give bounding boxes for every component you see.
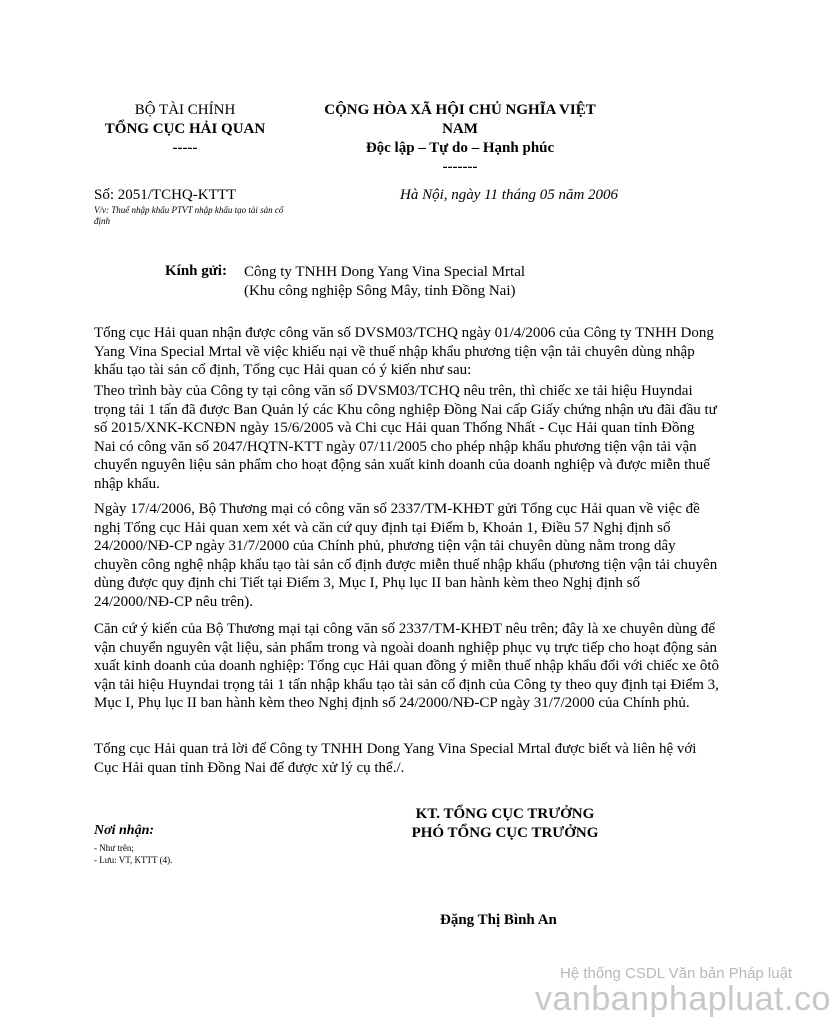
recipients-list — [94, 842, 172, 866]
header-right-separator: ------- — [442, 159, 478, 175]
recipients-label: Nơi nhận: — [94, 823, 155, 838]
recipients-item: - Lưu: VT, KTTT (4). — [94, 855, 173, 865]
recipient-label: Kính gửi: — [165, 263, 227, 279]
signature-title-1: KT. TỔNG CỤC TRƯỞNG — [415, 806, 595, 822]
header-left-separator: ----- — [172, 140, 198, 156]
motto: Độc lập – Tự do – Hạnh phúc — [365, 140, 555, 156]
national-title-line1: CỘNG HÒA XÃ HỘI CHỦ NGHĨA VIỆT — [324, 102, 596, 118]
watermark-caption: Hệ thống CSDL Văn bản Pháp luật — [560, 965, 793, 982]
body-paragraph-1: Tổng cục Hải quan nhận được công văn số DVSM03/TCHQ ngày 01/4/2006 của Công ty TNHH Dong Yang Vina Special Mrtal về việc khiếu nại về thuế nhập khẩu phương tiện vận tải chuyên dùng nhập khẩu tạo tài sản cố định, Tổng cục Hải quan có ý kiến như sau: — [94, 325, 714, 378]
recipients-item: - Như trên; — [94, 843, 134, 853]
national-motto-block — [300, 101, 620, 177]
body-paragraph-4: Căn cứ ý kiến của Bộ Thương mại tại công văn số 2337/TM-KHĐT nêu trên; đây là xe chuyên dùng để vận chuyển nguyên vật liệu, sản phẩm trong và ngoài doanh nghiệp phục vụ trực tiếp cho hoạt động sản xuất kinh doanh của doanh nghiệp: Tổng cục Hải quan đồng ý miễn thuế nhập khẩu đối với chiếc xe ôtô vận tải hiệu Huyndai trọng tải 1 tấn nhập khẩu tạo tài sản cố định của Công ty theo quy định tại Điểm 3, Mục I, Phụ lục II ban hành kèm theo Nghị định số 24/2000/NĐ-CP ngày 31/7/2000 của Chính phủ. — [94, 621, 720, 711]
watermark-site: vanbanphapluat.co — [535, 980, 831, 1018]
ministry-name: BỘ TÀI CHÍNH — [134, 102, 236, 118]
body-paragraph-2: Theo trình bày của Công ty tại công văn số DVSM03/TCHQ nêu trên, thì chiếc xe tải hiệu Huyndai trọng tải 1 tấn đã được Ban Quản lý các Khu công nghiệp Đồng Nai cấp Giấy chứng nhận ưu đãi đầu tư số 2015/XNK-KCNĐN ngày 15/6/2005 và Chi cục Hải quan Thống Nhất - Cục Hải quan tỉnh Đồng Nai có công văn số 2047/HQTN-KTT ngày 07/11/2005 cho phép nhập khẩu phương tiện vận tải vận chuyển nguyên liệu sản phẩm cho hoạt động sản xuất kinh doanh của doanh nghiệp và được miễn thuế nhập khẩu. — [94, 383, 717, 492]
issuing-agency-block — [80, 101, 290, 158]
recipient-location: (Khu công nghiệp Sông Mây, tỉnh Đồng Nai) — [244, 283, 516, 299]
recipient-name: Công ty TNHH Dong Yang Vina Special Mrtal — [244, 264, 526, 280]
document-date: Hà Nội, ngày 11 tháng 05 năm 2006 — [400, 187, 619, 203]
signature-title-block — [380, 805, 630, 843]
document-subject: V/v: Thuế nhập khẩu PTVT nhập khẩu tạo tài sản cố định — [94, 205, 284, 226]
department-name: TỔNG CỤC HẢI QUAN — [104, 121, 266, 137]
signer-name: Đặng Thị Bình An — [440, 912, 557, 928]
signature-title-2: PHÓ TỔNG CỤC TRƯỞNG — [411, 825, 599, 841]
body-paragraph-5: Tổng cục Hải quan trả lời để Công ty TNHH Dong Yang Vina Special Mrtal được biết và liên hệ với Cục Hải quan tỉnh Đồng Nai để được xử lý cụ thể./. — [94, 741, 697, 776]
national-title-line2: NAM — [442, 121, 478, 137]
body-paragraph-3: Ngày 17/4/2006, Bộ Thương mại có công văn số 2337/TM-KHĐT gửi Tổng cục Hải quan về việc đề nghị Tổng cục Hải quan xem xét và căn cứ quy định tại Điểm b, Khoản 1, Điều 57 Nghị định số 24/2000/NĐ-CP ngày 31/7/2000 của Chính phủ, phương tiện vận tải chuyên dùng nằm trong dây chuyền công nghệ nhập khẩu tạo tài sản cố định được miễn thuế nhập khẩu (phương tiện vận tải chuyên dùng được quy định chi Tiết tại Điểm 3, Mục I, Phụ lục II ban hành kèm theo Nghị định số 24/2000/NĐ-CP nêu trên). — [94, 501, 718, 610]
recipient-address — [244, 263, 525, 301]
document-number: Số: 2051/TCHQ-KTTT — [94, 187, 237, 203]
